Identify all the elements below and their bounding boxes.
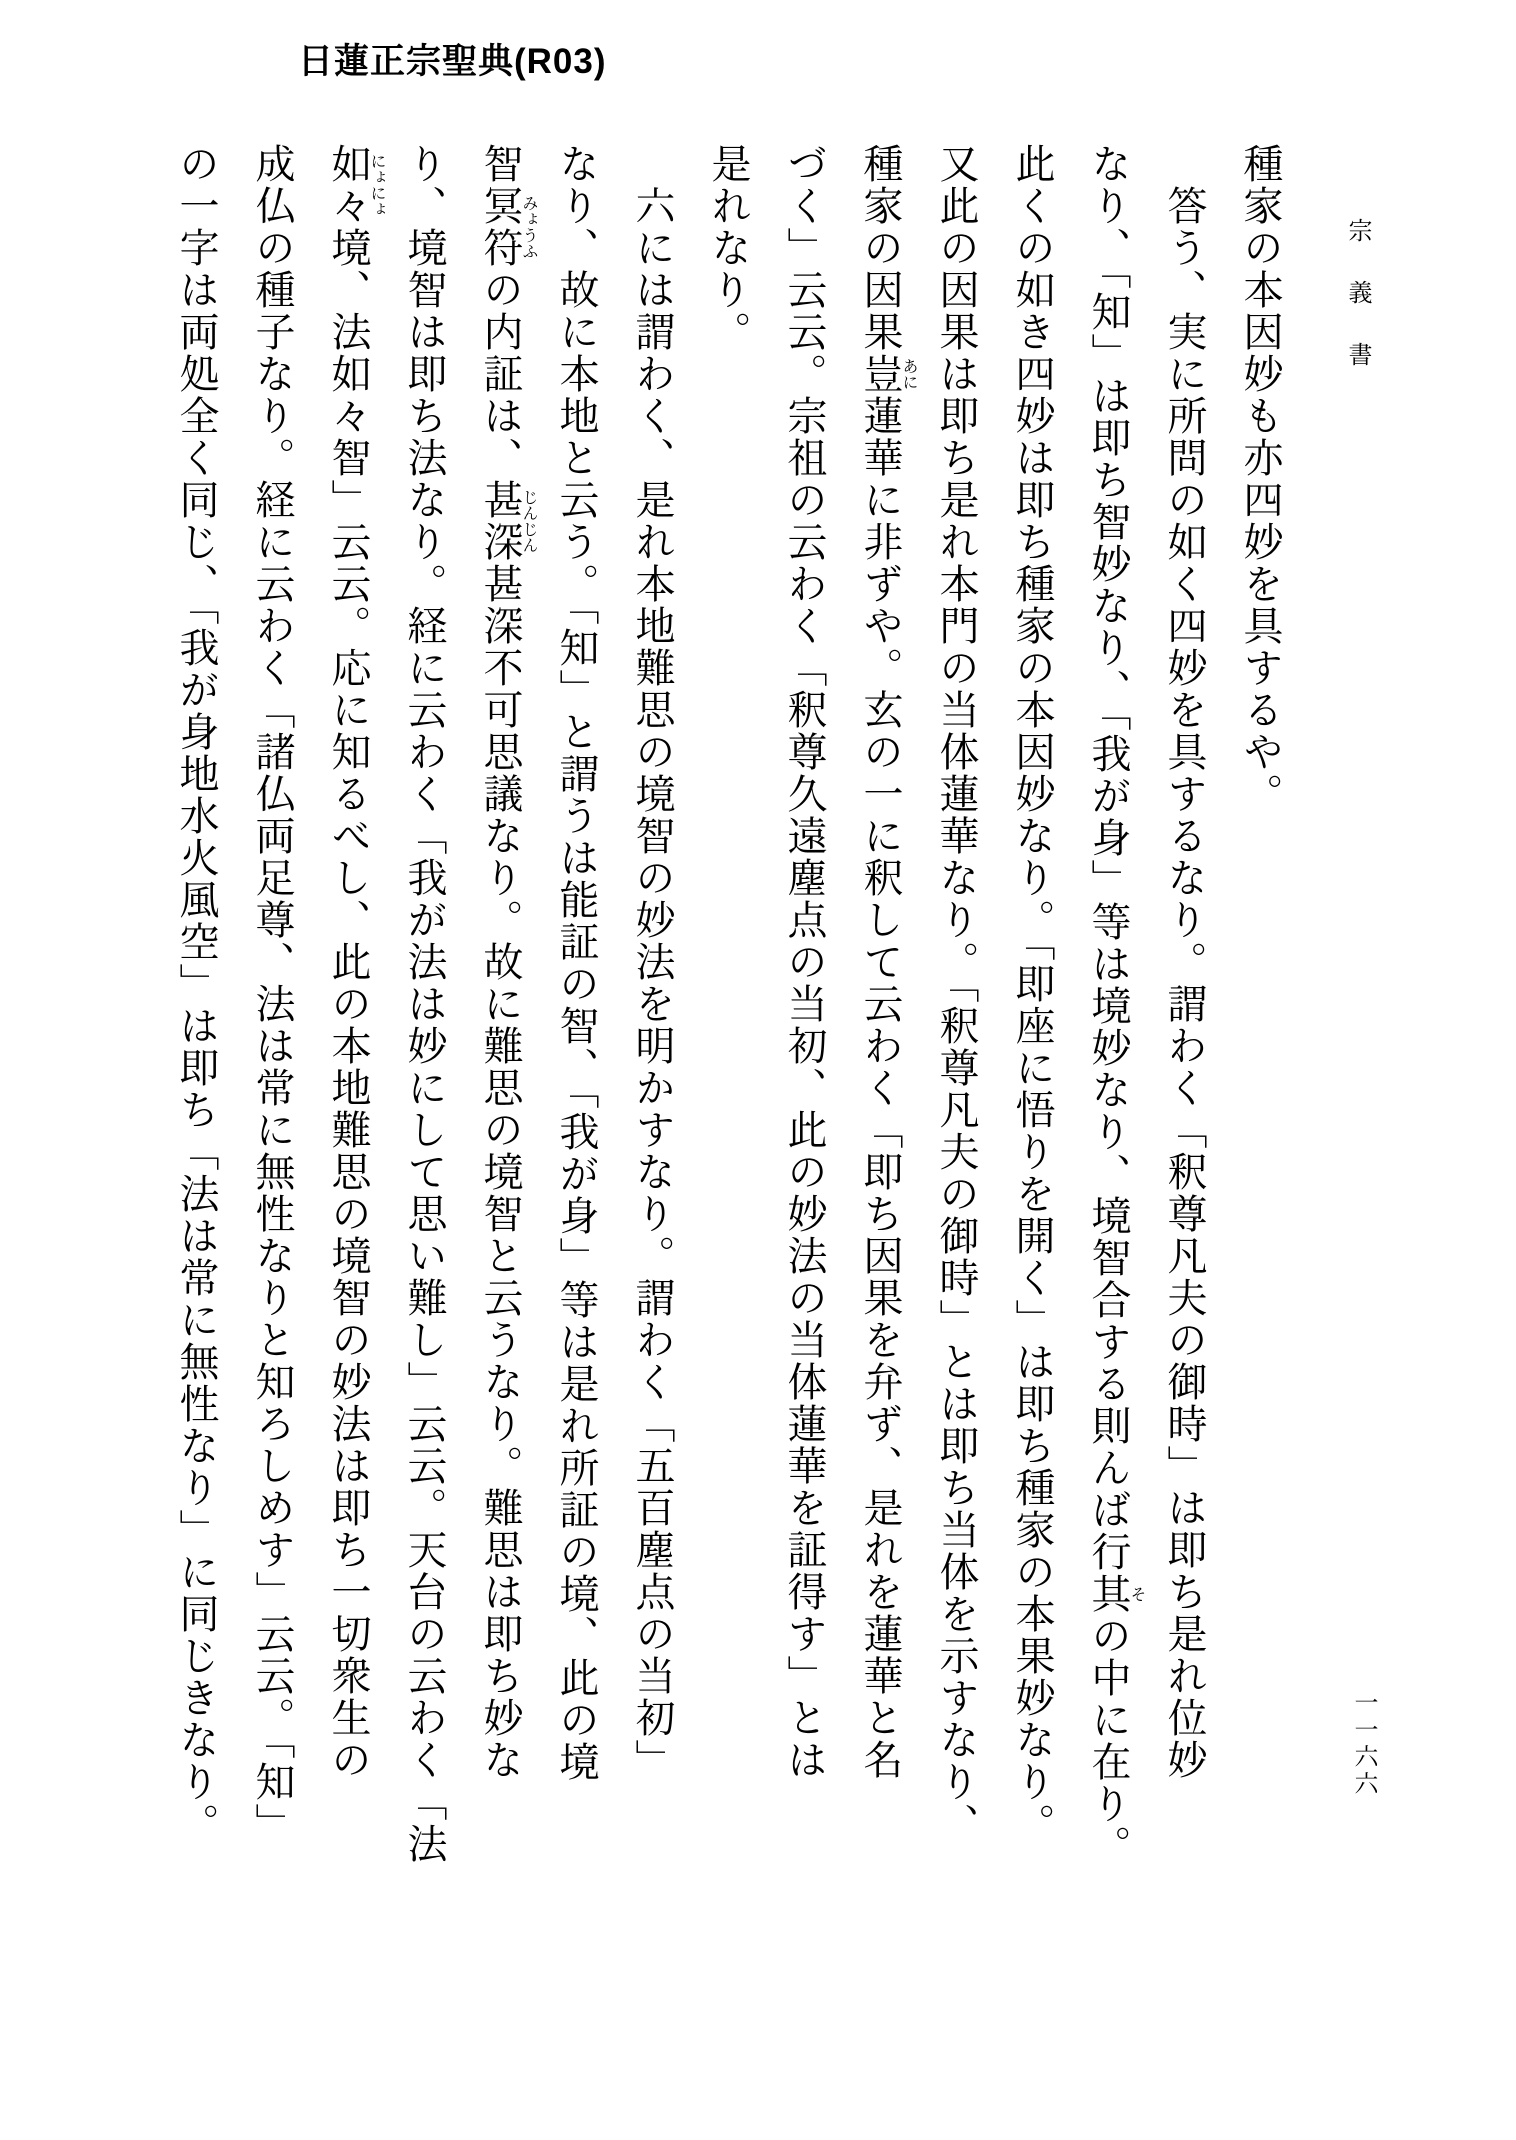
text-column: 是れなり。 — [706, 143, 751, 353]
text-column: 又此の因果は即ち是れ本門の当体蓮華なり。「釈尊凡夫の御時」とは即ち当体を示すなり、 — [934, 143, 979, 1845]
text-column: 此くの如き四妙は即ち種家の本因妙なり。「即座に悟りを開く」は即ち種家の本果妙なり。 — [1010, 143, 1055, 1845]
text-column: 種家の因果豈あに蓮華に非ずや。玄の一に釈して云わく「即ち因果を弁ず、是れを蓮華と名 — [858, 143, 917, 1781]
text-column: 答う、実に所問の如く四妙を具するなり。謂わく「釈尊凡夫の御時」は即ち是れ位妙 — [1162, 185, 1207, 1781]
text-column: なり、「知」は即ち智妙なり、「我が身」等は境妙なり、境智合する則んば行其その中に在り。 — [1086, 143, 1145, 1867]
text-column: づく」云云。宗祖の云わく「釈尊久遠塵点の当初、此の妙法の当体蓮華を証得す」とは — [782, 143, 827, 1781]
text-column: の一字は両処全く同じ、「我が身地水火風空」は即ち「法は常に無性なり」に同じきなり。 — [174, 143, 219, 1845]
main-text-block — [158, 143, 1298, 1943]
text-column: なり、故に本地と云う。「知」と謂うは能証の智、「我が身」等は是れ所証の境、此の境 — [554, 143, 599, 1783]
page-number: 一一六六 — [1350, 1690, 1376, 1798]
text-column: 六には謂わく、是れ本地難思の境智の妙法を明かすなり。謂わく「五百塵点の当初」 — [630, 185, 675, 1781]
text-column: 成仏の種子なり。経に云わく「諸仏両足尊、法は常に無性なりと知ろしめす」云云。「知」 — [250, 143, 295, 1845]
ruby-annotated-text: 甚深じんじん — [478, 479, 537, 563]
running-head: 宗 義 書 — [1344, 218, 1370, 373]
text-column: り、境智は即ち法なり。経に云わく「我が法は妙にして思い難し」云云。天台の云わく「法 — [402, 143, 447, 1865]
ruby-annotated-text: 如々にょにょ — [326, 143, 385, 227]
text-column: 如々にょにょ境、法如々智」云云。応に知るべし、此の本地難思の境智の妙法は即ち一切衆生の — [326, 143, 385, 1781]
ruby-annotated-text: 冥符みょうふ — [478, 185, 537, 269]
book-title: 日蓮正宗聖典(R03) — [298, 42, 607, 81]
text-column: 種家の本因妙も亦四妙を具するや。 — [1238, 143, 1283, 815]
ruby-annotated-text: 豈あに — [858, 353, 917, 395]
text-column: 智冥符みょうふの内証は、甚深じんじん甚深不可思議なり。故に難思の境智と云うなり。難思は即ち妙な — [478, 143, 537, 1781]
ruby-annotated-text: 其そ — [1086, 1573, 1145, 1615]
